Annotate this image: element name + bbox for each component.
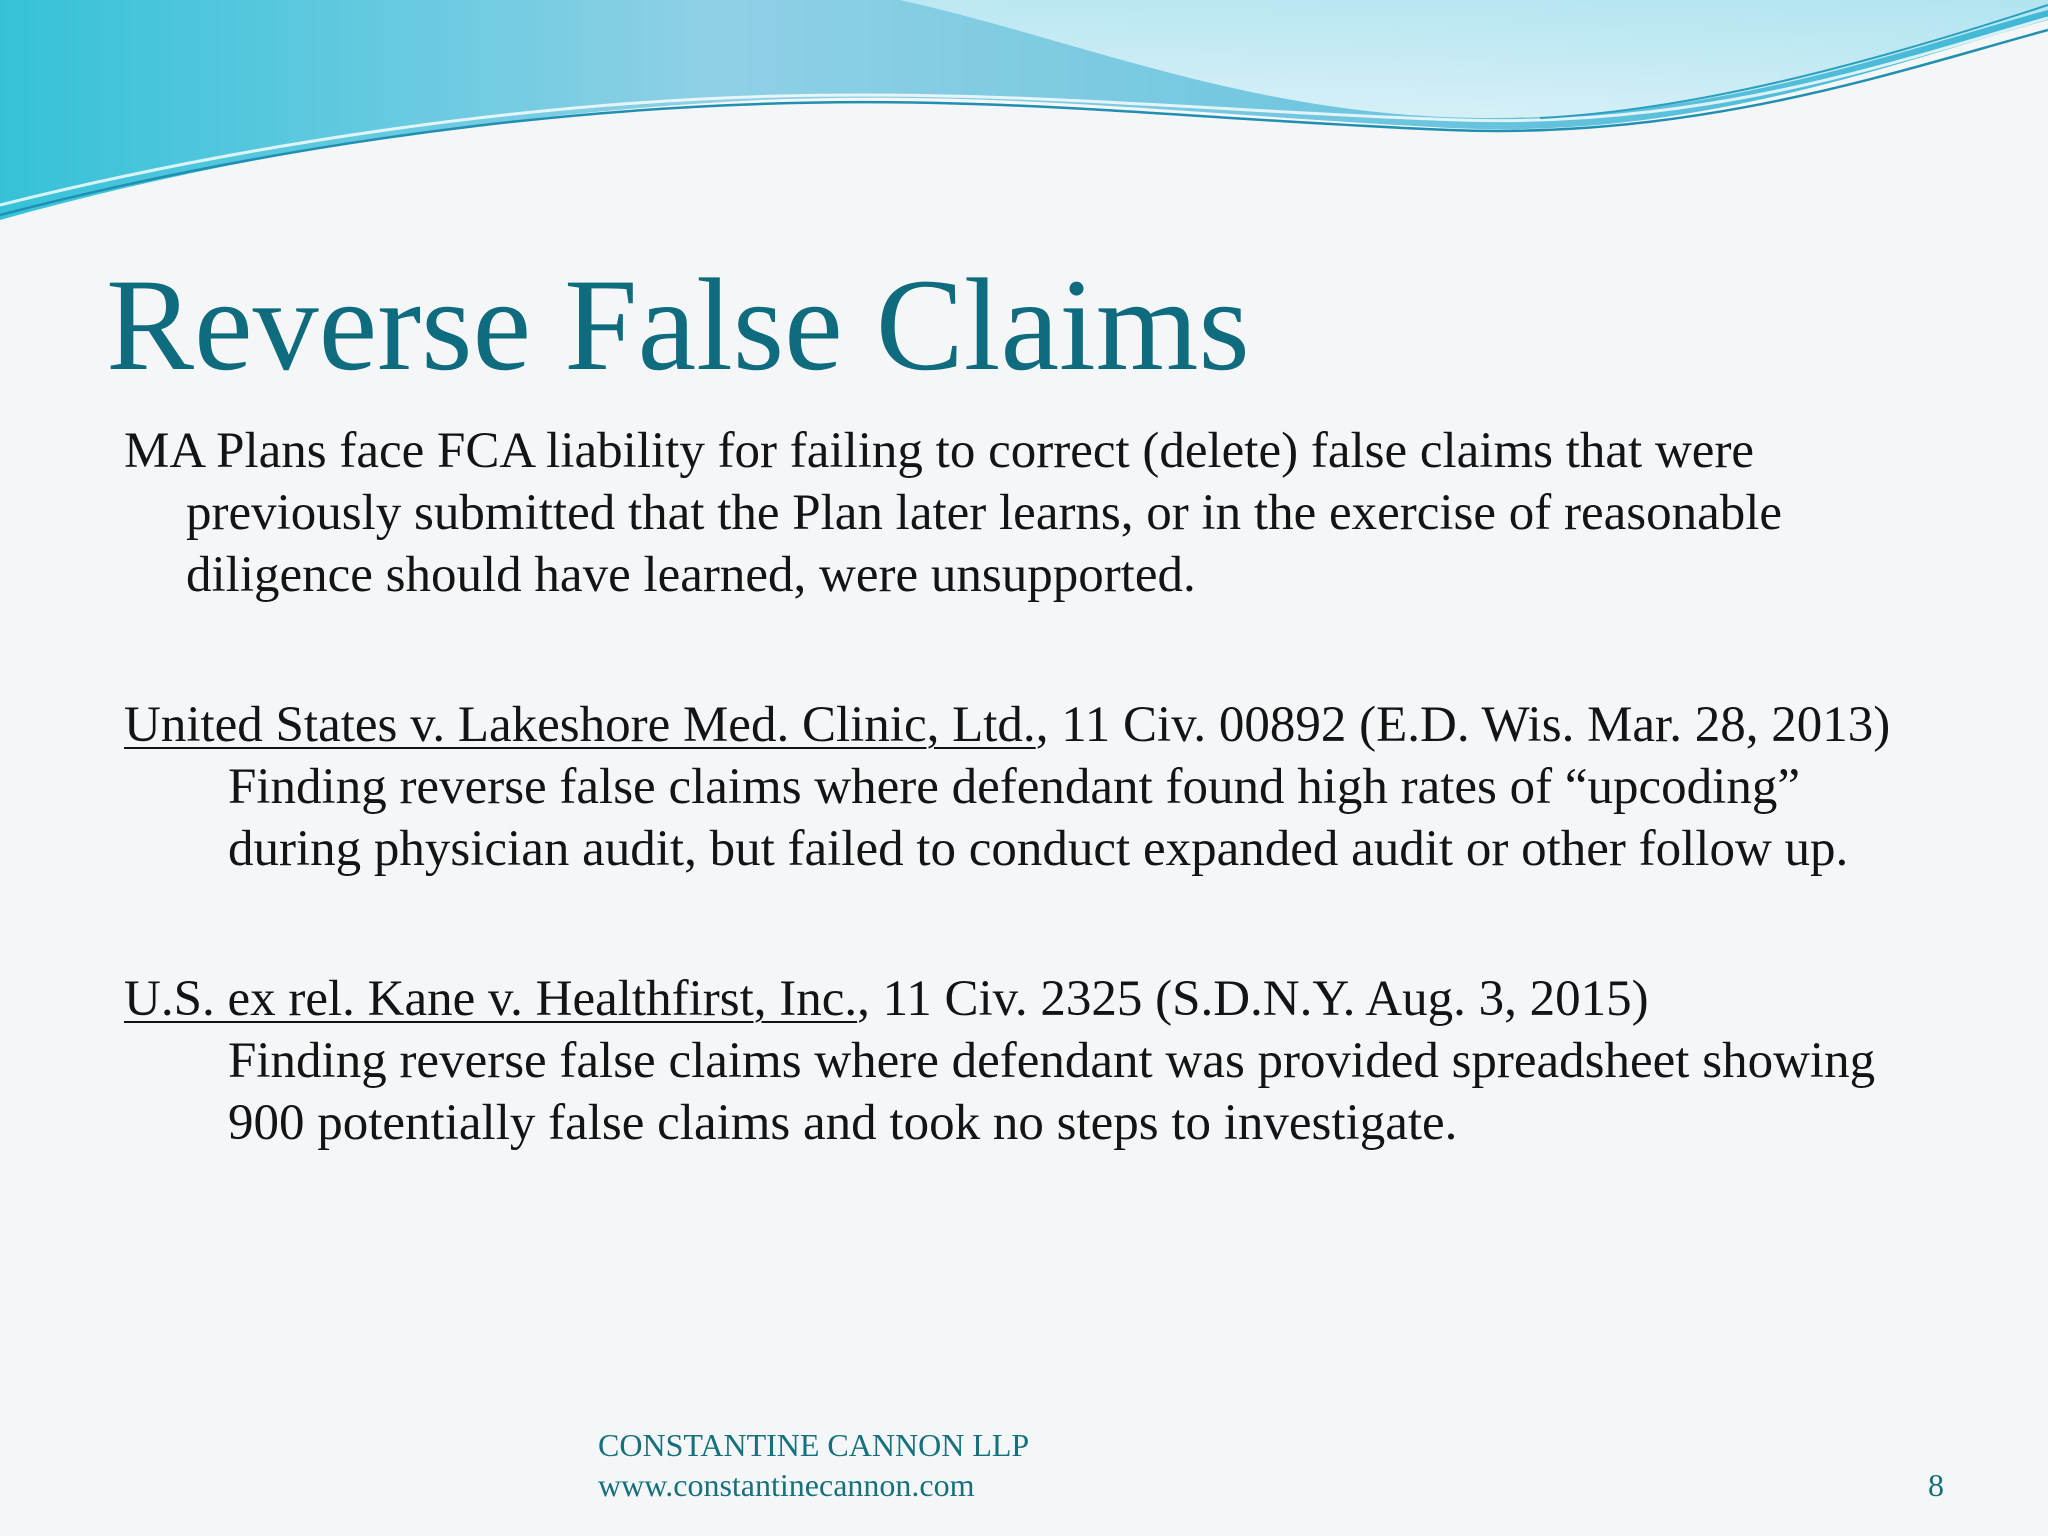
footer xyxy=(598,1425,1029,1505)
footer-firm-name: CONSTANTINE CANNON LLP xyxy=(598,1427,1030,1463)
case-name-healthfirst: U.S. ex rel. Kane v. Healthfirst, Inc. xyxy=(124,971,858,1027)
header-wave-decoration xyxy=(0,0,2048,240)
intro-paragraph: MA Plans face FCA liability for failing to correct (delete) false claims that were previously submitted that the Plan later learns, or in the exercise of reasonable diligence should have learned, were unsupported. xyxy=(124,423,1783,603)
case-citation-healthfirst: , 11 Civ. 2325 (S.D.N.Y. Aug. 3, 2015) xyxy=(857,971,1649,1027)
case-name-lakeshore: United States v. Lakeshore Med. Clinic, Ltd. xyxy=(124,697,1036,753)
page-number: 8 xyxy=(1928,1467,1944,1503)
case-finding-lakeshore: Finding reverse false claims where defendant found high rates of “upcoding” during physician audit, but failed to conduct expanded audit or other follow up. xyxy=(228,759,1849,877)
case-citation-lakeshore: , 11 Civ. 00892 (E.D. Wis. Mar. 28, 2013) xyxy=(1035,697,1891,753)
slide-title: Reverse False Claims xyxy=(106,251,1250,398)
case-heading-healthfirst xyxy=(124,968,1924,1030)
footer-website: www.constantinecannon.com xyxy=(598,1467,975,1503)
case-heading-lakeshore xyxy=(124,694,1924,756)
slide-body xyxy=(124,420,1924,1154)
case-finding-healthfirst: Finding reverse false claims where defendant was provided spreadsheet showing 900 potentially false claims and took no steps to investigate. xyxy=(228,1033,1876,1151)
